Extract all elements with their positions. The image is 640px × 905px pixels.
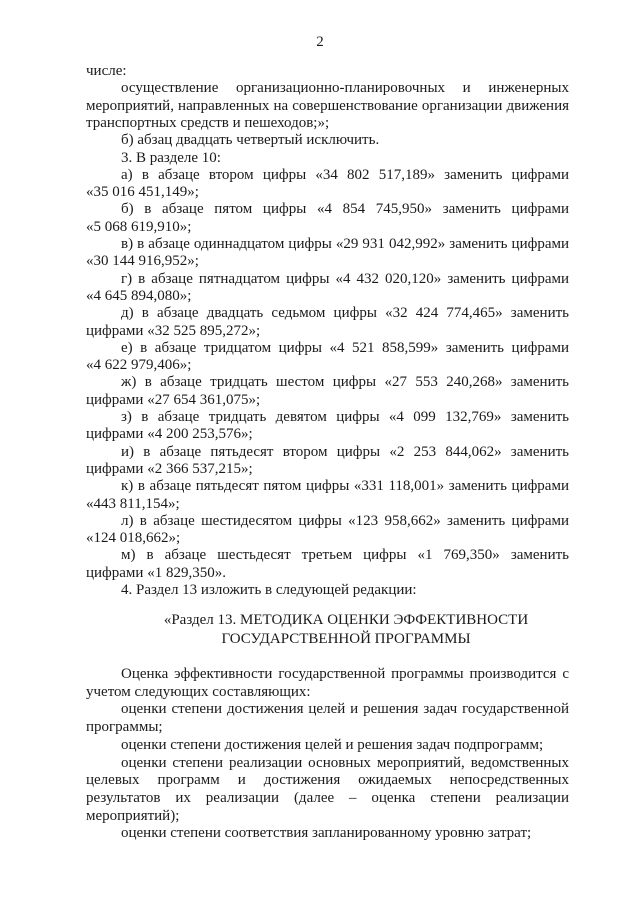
text-line: учетом следующих составляющих:	[86, 684, 311, 700]
text-line: «5 068 619,910»;	[86, 219, 192, 235]
text-line: оценки степени достижения целей и решения задач подпрограмм;	[121, 737, 544, 753]
text-line: к) в абзаце пятьдесят пятом цифры «331 118,001» заменить цифрами	[121, 478, 569, 494]
text-line: «4 645 894,080»;	[86, 288, 192, 304]
text-line: д) в абзаце двадцать седьмом цифры «32 424 774,465» заменить	[121, 305, 569, 321]
text-line: е) в абзаце тридцатом цифры «4 521 858,599» заменить цифрами	[121, 340, 569, 356]
text-line: г) в абзаце пятнадцатом цифры «4 432 020,120» заменить цифрами	[121, 271, 569, 287]
text-line: мероприятий, направленных на совершенствование организации движения	[86, 98, 569, 114]
text-line: цифрами «32 525 895,272»;	[86, 323, 261, 339]
text-line: Оценка эффективности государственной программы производится с	[121, 666, 569, 682]
section-heading: ГОСУДАРСТВЕННОЙ ПРОГРАММЫ	[221, 631, 471, 647]
text-line: «4 622 979,406»;	[86, 357, 192, 373]
text-line: оценки степени соответствия запланированному уровню затрат;	[121, 825, 532, 841]
text-line: «35 016 451,149»;	[86, 184, 199, 200]
text-line: числе:	[86, 63, 127, 79]
section-heading: «Раздел 13. МЕТОДИКА ОЦЕНКИ ЭФФЕКТИВНОСТИ	[163, 612, 529, 628]
text-line: в) в абзаце одиннадцатом цифры «29 931 042,992» заменить цифрами	[121, 236, 569, 252]
text-line: ж) в абзаце тридцать шестом цифры «27 553 240,268» заменить	[121, 374, 569, 390]
text-line: б) абзац двадцать четвертый исключить.	[121, 132, 380, 148]
text-line: «124 018,662»;	[86, 530, 181, 546]
text-line: цифрами «2 366 537,215»;	[86, 461, 253, 477]
page-number: 2	[316, 34, 324, 50]
text-line: программы;	[86, 719, 163, 735]
text-line: осуществление организационно-планировочных и инженерных	[121, 80, 569, 96]
text-line: м) в абзаце шестьдесят третьем цифры «1 769,350» заменить	[121, 547, 569, 563]
text-line: и) в абзаце пятьдесят втором цифры «2 253 844,062» заменить	[121, 444, 569, 460]
text-line: з) в абзаце тридцать девятом цифры «4 099 132,769» заменить	[121, 409, 569, 425]
text-line: л) в абзаце шестидесятом цифры «123 958,662» заменить цифрами	[121, 513, 569, 529]
text-line: цифрами «1 829,350».	[86, 565, 226, 581]
text-line: цифрами «27 654 361,075»;	[86, 392, 261, 408]
text-line: «30 144 916,952»;	[86, 253, 199, 269]
text-line: 3. В разделе 10:	[121, 150, 221, 166]
text-line: целевых программ и достижения ожидаемых непосредственных	[86, 772, 569, 788]
text-line: «443 811,154»;	[86, 496, 180, 512]
text-line: мероприятий);	[86, 808, 180, 824]
text-line: оценки степени реализации основных мероприятий, ведомственных	[121, 755, 569, 771]
text-line: результатов их реализации (далее – оценка степени реализации	[86, 790, 569, 806]
text-line: цифрами «4 200 253,576»;	[86, 426, 253, 442]
text-line: а) в абзаце втором цифры «34 802 517,189» заменить цифрами	[121, 167, 569, 183]
text-line: б) в абзаце пятом цифры «4 854 745,950» заменить цифрами	[121, 201, 569, 217]
text-line: оценки степени достижения целей и решения задач государственной	[121, 701, 569, 717]
text-line: 4. Раздел 13 изложить в следующей редакции:	[121, 582, 417, 598]
text-line: транспортных средств и пешеходов;»;	[86, 115, 330, 131]
